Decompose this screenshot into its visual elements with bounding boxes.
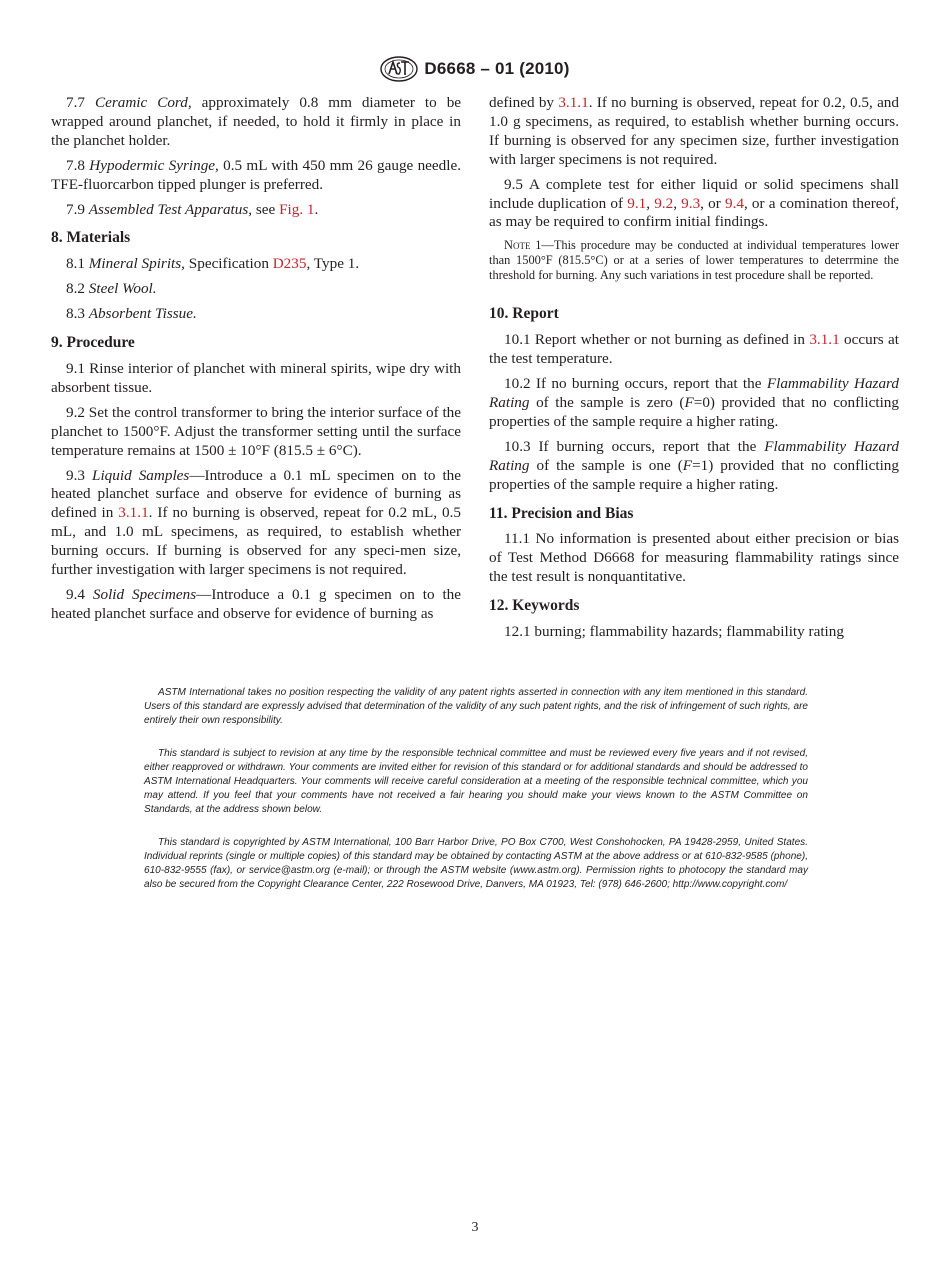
page-header (0, 56, 950, 82)
right-column (489, 94, 899, 648)
ref-9-1-link[interactable]: 9.1 (627, 194, 647, 212)
fig-1-link[interactable]: Fig. 1 (279, 200, 315, 218)
page-number: 3 (471, 1220, 479, 1235)
ref-9-4-link[interactable]: 9.4 (724, 194, 744, 212)
ref-9-2-link[interactable]: 9.2 (654, 194, 674, 212)
section-10-1: 10.1 Report whether or not burning as defined in 3.1.1 occurs at the test temperature. (489, 331, 899, 368)
section-10-3: 10.3 If burning occurs, report that the Flammability Hazard Rating of the sample is one (F=1) provided that no conflicting properties of the sample require a higher rating. (489, 437, 900, 493)
section-9-2: 9.2 Set the control transformer to bring the interior surface of the planchet to 1500°F. Adjust the transformer setting until the surface temperature remains at 1500 ± 10°F (815.5 ± 6°C). (51, 403, 461, 459)
section-9-5: 9.5 A complete test for either liquid or solid specimens shall include duplication of 9.1, 9.2, 9.3, or 9.4, or a comination thereof, as may be required to confirm initial findings. (489, 175, 899, 231)
section-7-8: 7.8 Hypodermic Syringe, 0.5 mL with 450 mm 26 gauge needle. TFE-fluorcarbon tipped plunger is preferred. (51, 156, 462, 193)
document-designation: D6668 – 01 (2010) (424, 59, 570, 78)
footer-revision-notice: This standard is subject to revision at any time by the responsible technical committee and must be reviewed every five years and if not revised, either reapproved or withdrawn. Your comments are invited either for revision of this standard or for additional standards and should be addressed to ASTM International Headquarters. Your comments will receive careful consideration at a meeting of the responsible technical committee, which you may attend. If you feel that your comments have not received a fair hearing you should make your views known to the ASTM Committee on Standards, at the address shown below. (144, 748, 808, 815)
section-8-2: 8.2 Steel Wool. (66, 280, 157, 298)
section-9-4-continued: defined by 3.1.1. If no burning is observed, repeat for 0.2, 0.5, and 1.0 g specimens, as required, to establish whether burning occurs. If burning is observed for any specimen size, further investigation with larger specimens is not required. (489, 94, 899, 168)
section-11-1: 11.1 No information is presented about either precision or bias of Test Method D6668 for measuring flammability ratings since the test result is nonquantitative. (489, 530, 899, 586)
ref-3-1-1-link[interactable]: 3.1.1 (558, 94, 589, 111)
section-7-7: 7.7 Ceramic Cord, approximately 0.8 mm diameter to be wrapped around planchet, if needed, to hold it firmly in place in the planchet holder. (51, 94, 462, 149)
ref-3-1-1-link[interactable]: 3.1.1 (118, 504, 149, 522)
footer-patent-notice: ASTM International takes no position respecting the validity of any patent rights asserted in connection with any item mentioned in this standard. Users of this standard are expressly advised that determination of the validity of any such patent rights, and the risk of infringement of such rights, are entirely their own responsibility. (144, 687, 808, 726)
heading-materials: 8. Materials (51, 229, 131, 247)
note-1: Note 1—This procedure may be conducted at individual temperatures lower than 1500°F (815.5°C) or at a series of lower temperatures to deterrmine the threshold for burning. Any such variations in test procedure shall be reported. (489, 238, 899, 283)
heading-precision-bias: 11. Precision and Bias (489, 504, 634, 522)
ref-3-1-1-link[interactable]: 3.1.1 (809, 331, 840, 349)
left-column (51, 94, 461, 630)
section-8-1: 8.1 Mineral Spirits, Specification D235, Type 1. (66, 255, 360, 273)
heading-keywords: 12. Keywords (489, 597, 580, 615)
ref-9-3-link[interactable]: 9.3 (681, 194, 701, 212)
heading-procedure: 9. Procedure (51, 334, 135, 352)
d235-link[interactable]: D235 (272, 255, 307, 273)
section-7-9: 7.9 Assembled Test Apparatus, see Fig. 1. (66, 200, 319, 218)
section-9-3: 9.3 Liquid Samples—Introduce a 0.1 mL specimen on to the heated planchet surface and observe for evidence of burning as defined in 3.1.1. If no burning is observed, repeat for 0.2 mL, 0.5 mL, and 1.0 mL specimens, as required, to establish whether burning occurs. If burning is observed for any speci-men size, further investigation with larger specimens is not required. (51, 466, 462, 579)
section-10-2: 10.2 If no burning occurs, report that the Flammability Hazard Rating of the sample is zero (F=0) provided that no conflicting properties of the sample require a higher rating. (489, 375, 900, 430)
section-9-1: 9.1 Rinse interior of planchet with mineral spirits, wipe dry with absorbent tissue. (51, 359, 461, 396)
section-9-4: 9.4 Solid Specimens—Introduce a 0.1 g specimen on to the heated planchet surface and observe for evidence of burning as (51, 585, 462, 622)
section-12-1: 12.1 burning; flammability hazards; flammability rating (504, 623, 844, 641)
section-8-3: 8.3 Absorbent Tissue. (66, 305, 197, 323)
astm-logo-icon (380, 56, 418, 82)
footer-copyright-notice: This standard is copyrighted by ASTM International, 100 Barr Harbor Drive, PO Box C700, West Conshohocken, PA 19428-2959, United States. Individual reprints (single or multiple copies) of this standard may be obtained by contacting ASTM at the above address or at 610-832-9585 (phone), 610-832-9555 (fax), or service@astm.org (e-mail); or through the ASTM website (www.astm.org). Permission rights to photocopy the standard may also be secured from the Copyright Clearance Center, 222 Rosewood Drive, Danvers, MA 01923, Tel: (978) 646-2600; http://www.copyright.com/ (144, 837, 808, 890)
heading-report: 10. Report (489, 305, 559, 323)
